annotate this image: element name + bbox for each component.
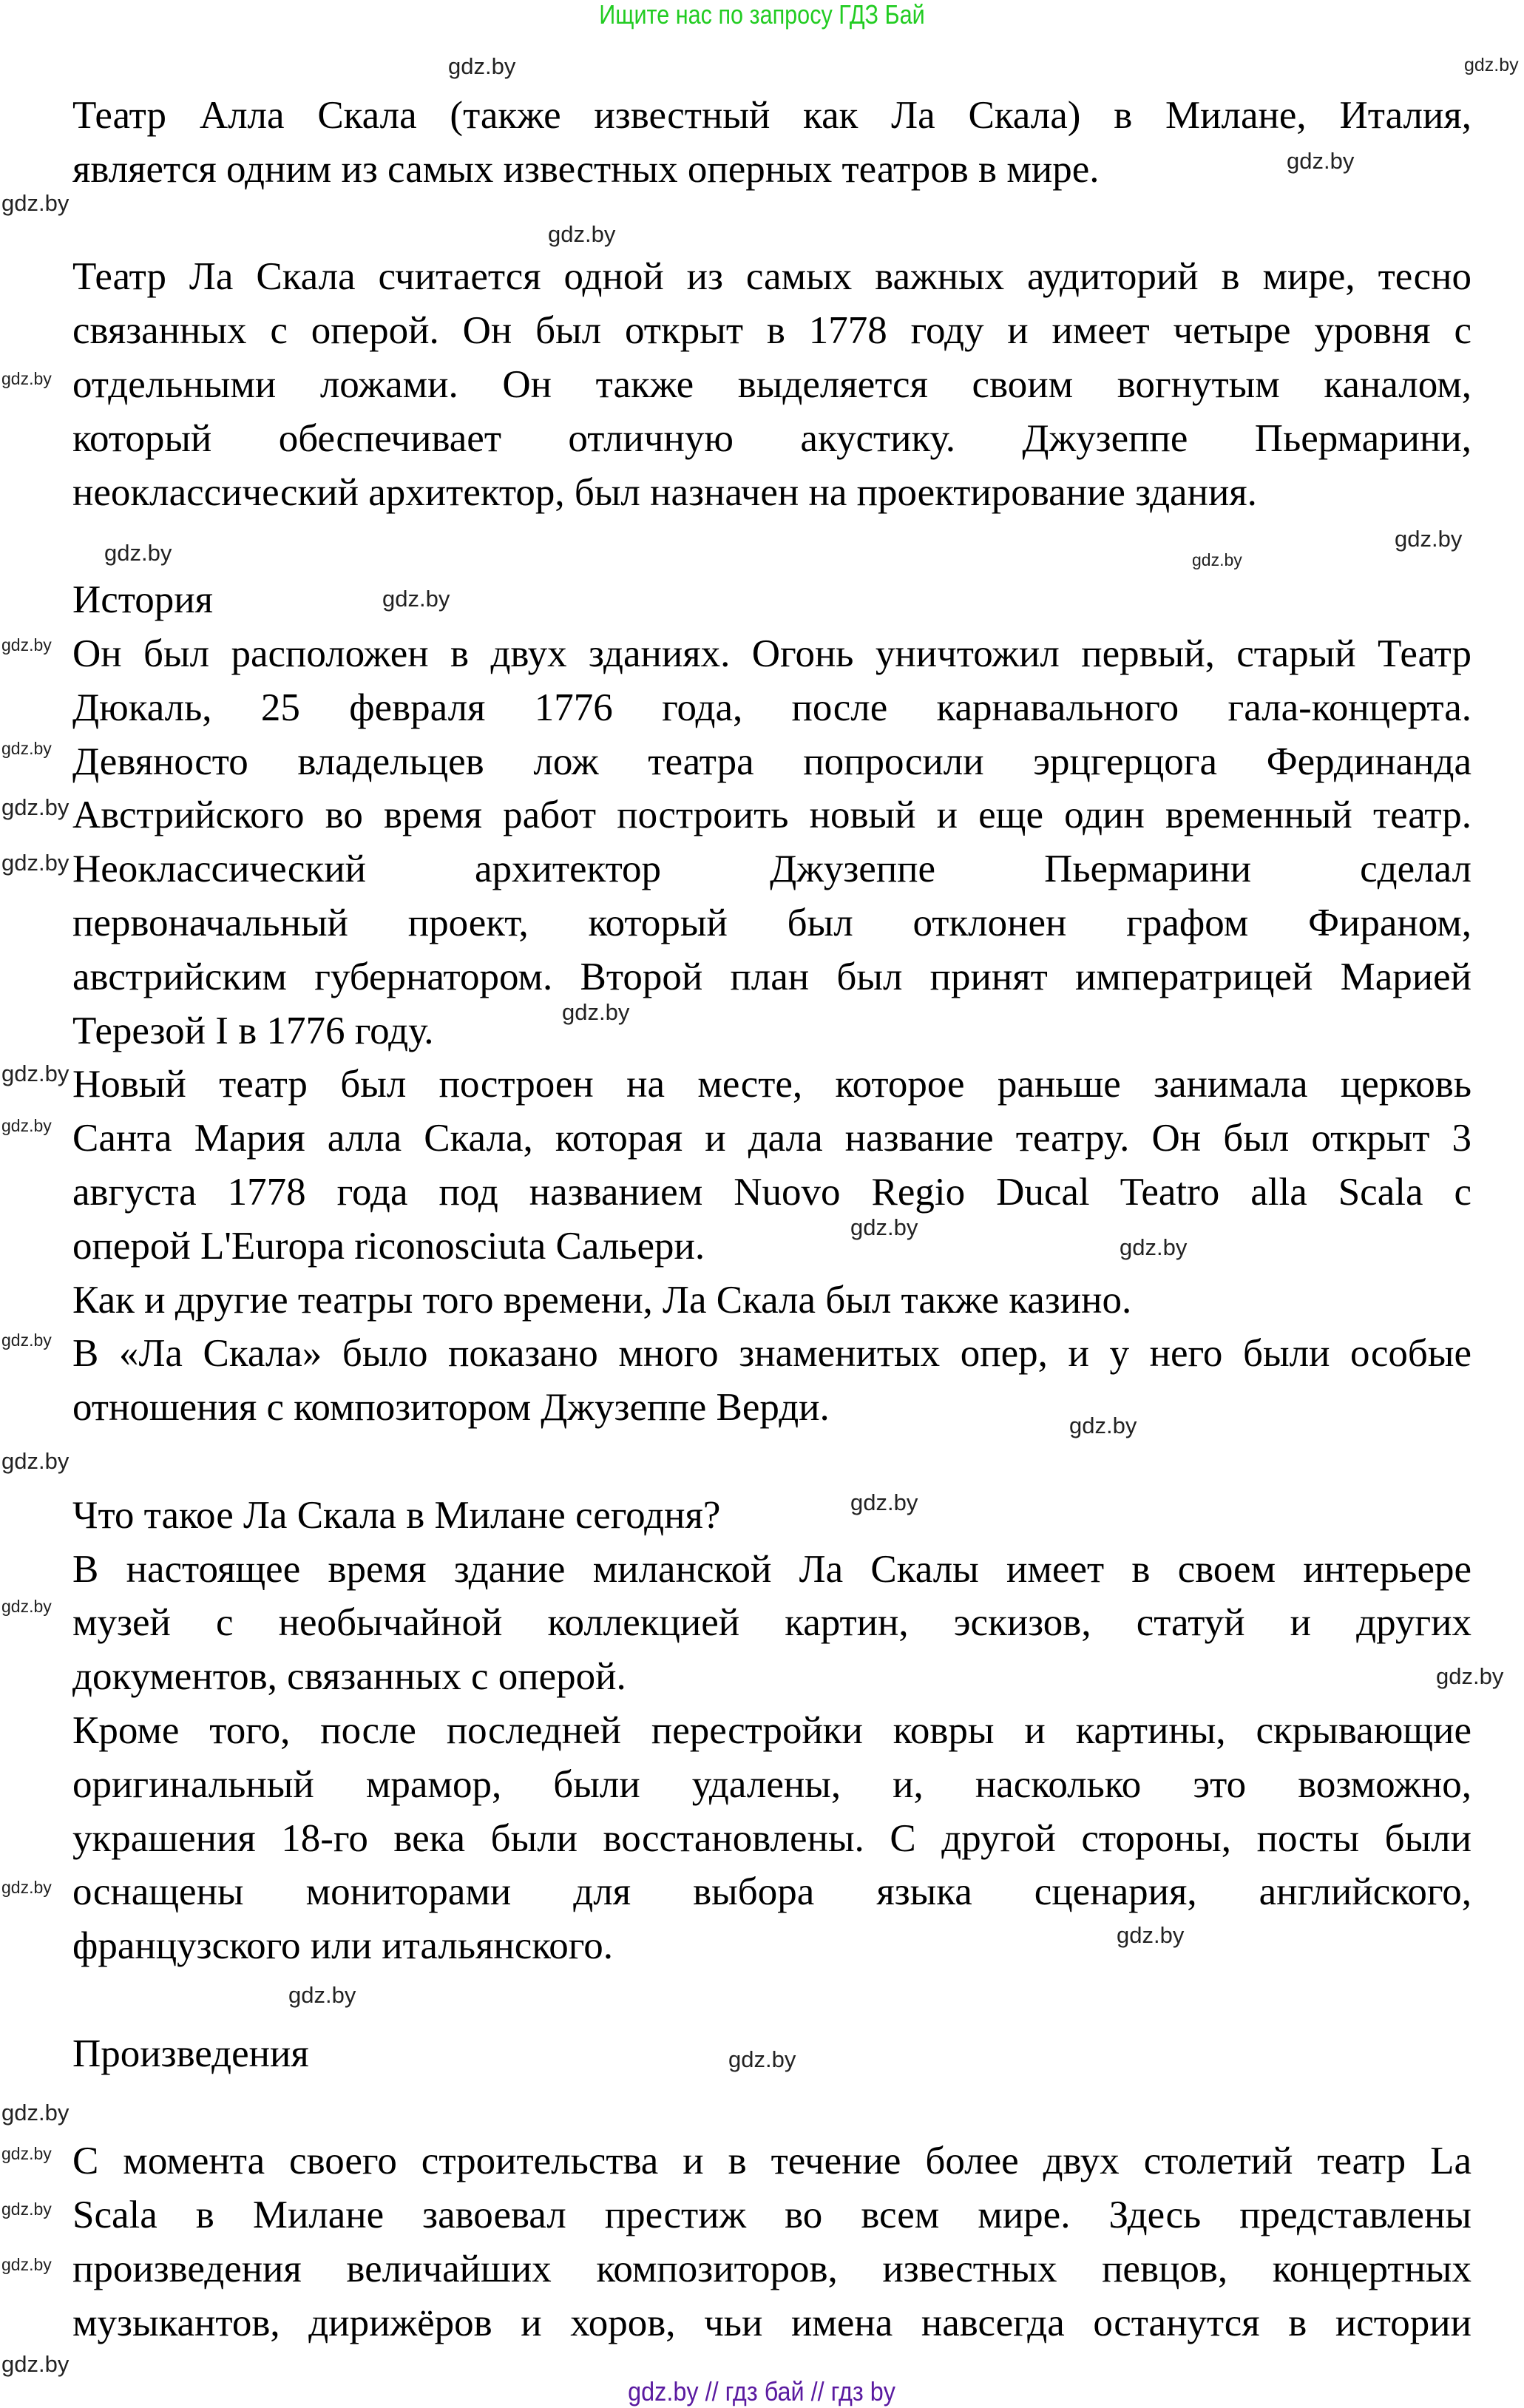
watermark-text: gdz.by <box>1120 1234 1188 1260</box>
text-line: Что такое Ла Скала в Милане сегодня? <box>72 1493 721 1537</box>
watermark-text: gdz.by <box>562 999 630 1025</box>
blank-line <box>72 2080 1471 2134</box>
watermark-text: gdz.by <box>1 1878 52 1897</box>
text-line: музей с необычайной коллекцией картин, эскизов, статуй и других <box>72 1601 1471 1645</box>
text-line: является одним из самых известных оперных театров в мире. <box>72 147 1100 191</box>
watermark-text: gdz.by <box>1287 148 1355 174</box>
footer-links[interactable] <box>0 2375 1524 2408</box>
watermark-text: gdz.by <box>1 635 52 655</box>
text-line: французского или итальянского. <box>72 1924 613 1968</box>
paragraph <box>72 1327 1471 1435</box>
text-line: произведения величайших композиторов, известных певцов, концертных <box>72 2247 1471 2290</box>
text-line: отдельными ложами. Он также выделяется своим вогнутым каналом, <box>72 362 1471 406</box>
text-line: оснащены мониторами для выбора языка сценария, английского, <box>72 1870 1471 1914</box>
text-line: Театр Алла Скала (также известный как Ла Скала) в Милане, Италия, <box>72 94 1471 137</box>
text-line: Он был расположен в двух зданиях. Огонь уничтожил первый, старый Театр <box>72 632 1471 675</box>
text-line: неоклассический архитектор, был назначен на проектирование здания. <box>72 470 1257 514</box>
text-line: первоначальный проект, который был отклонен графом Фираном, <box>72 901 1471 944</box>
paragraph <box>72 1704 1471 1973</box>
text-line: Как и другие театры того времени, Ла Скала был также казино. <box>72 1278 1132 1322</box>
paragraph <box>72 2134 1471 2350</box>
text-line: В настоящее время здание миланской Ла Скалы имеет в своем интерьере <box>72 1547 1471 1591</box>
watermark-text: gdz.by <box>1 2100 70 2125</box>
text-line: оперой L'Europa riconosciuta Сальери. <box>72 1224 705 1268</box>
text-line: Терезой I в 1776 году. <box>72 1009 434 1052</box>
blank-line <box>72 1435 1471 1489</box>
watermark-text: gdz.by <box>1436 1663 1504 1689</box>
paragraph <box>72 1274 1471 1328</box>
blank-line <box>72 197 1471 251</box>
watermark-text: gdz.by <box>850 1214 918 1240</box>
watermark-text: gdz.by <box>1 1597 52 1616</box>
watermark-text: gdz.by <box>1464 55 1519 75</box>
watermark-text: gdz.by <box>1 794 70 820</box>
text-line: оригинальный мрамор, были удалены, и, насколько это возможно, <box>72 1762 1471 1806</box>
watermark-text: gdz.by <box>1 739 52 758</box>
watermark-text: gdz.by <box>1 1448 70 1474</box>
watermark-text: gdz.by <box>1 1061 70 1086</box>
blank-line <box>72 1973 1471 2027</box>
section-heading <box>72 573 1471 627</box>
text-line: Санта Мария алла Скала, которая и дала название театру. Он был открыт 3 <box>72 1117 1471 1160</box>
text-line: История <box>72 578 214 622</box>
paragraph <box>72 627 1471 1058</box>
watermark-text: gdz.by <box>382 586 450 612</box>
watermark-text: gdz.by <box>850 1489 918 1515</box>
watermark-text: gdz.by <box>1 2255 52 2274</box>
text-line: австрийским губернатором. Второй план был принят императрицей Марией <box>72 955 1471 998</box>
watermark-text: gdz.by <box>1 2351 70 2377</box>
text-line: Австрийского во время работ построить новый и еще один временный театр. <box>72 794 1471 837</box>
watermark-text: gdz.by <box>104 540 172 566</box>
text-line: Произведения <box>72 2032 309 2075</box>
watermark-text: gdz.by <box>288 1982 356 2008</box>
paragraph <box>72 250 1471 519</box>
text-line: Scala в Милане завоевал престиж во всем мире. Здесь представлены <box>72 2194 1471 2237</box>
watermark-text: gdz.by <box>1 850 70 876</box>
paragraph <box>72 89 1471 197</box>
text-line: августа 1778 года под названием Nuovo Regio Ducal Teatro alla Scala с <box>72 1170 1471 1214</box>
text-line: Театр Ла Скала считается одной из самых важных аудиторий в мире, тесно <box>72 255 1471 299</box>
watermark-text: gdz.by <box>1 190 70 216</box>
watermark-text: gdz.by <box>1 1330 52 1350</box>
blank-line <box>72 519 1471 573</box>
watermark-text: gdz.by <box>1 369 52 388</box>
watermark-text: gdz.by <box>1 2199 52 2219</box>
text-line: Кроме того, после последней перестройки ковры и картины, скрывающие <box>72 1708 1471 1752</box>
article-body <box>72 89 1471 2350</box>
watermark-text: gdz.by <box>1192 550 1242 569</box>
watermark-text: gdz.by <box>1069 1413 1137 1438</box>
text-line: Неоклассический архитектор Джузеппе Пьермарини сделал <box>72 848 1471 891</box>
text-line: Дюкаль, 25 февраля 1776 года, после карнавального гала-концерта. <box>72 686 1471 729</box>
paragraph <box>72 1058 1471 1273</box>
text-line: документов, связанных с оперой. <box>72 1655 626 1699</box>
text-line: отношения с композитором Джузеппе Верди. <box>72 1386 830 1430</box>
watermark-text: gdz.by <box>1395 526 1463 552</box>
watermark-text: gdz.by <box>1 1116 52 1135</box>
footer-text[interactable]: gdz.by // гдз бай // гдз by <box>628 2376 896 2407</box>
watermark-text: gdz.by <box>548 221 616 247</box>
search-banner: Ищите нас по запросу ГДЗ Бай <box>599 0 925 30</box>
text-line: связанных с оперой. Он был открыт в 1778 году и имеет четыре уровня с <box>72 309 1471 353</box>
text-line: В «Ла Скала» было показано много знаменитых опер, и у него были особые <box>72 1332 1471 1376</box>
section-heading <box>72 1489 1471 1543</box>
watermark-text: gdz.by <box>448 53 516 79</box>
text-line: украшения 18-го века были восстановлены. С другой стороны, посты были <box>72 1816 1471 1860</box>
text-line: который обеспечивает отличную акустику. Джузеппе Пьермарини, <box>72 416 1471 460</box>
watermark-text: gdz.by <box>728 2046 796 2072</box>
paragraph <box>72 1543 1471 1704</box>
text-line: музыкантов, дирижёров и хоров, чьи имена навсегда останутся в истории <box>72 2301 1471 2344</box>
text-line: С момента своего строительства и в течение более двух столетий театр La <box>72 2140 1471 2183</box>
watermark-text: gdz.by <box>1117 1922 1185 1948</box>
text-line: Девяносто владельцев лож театра попросили эрцгерцога Фердинанда <box>72 740 1471 783</box>
watermark-text: gdz.by <box>1 2144 52 2163</box>
text-line: Новый театр был построен на месте, которое раньше занимала церковь <box>72 1063 1471 1106</box>
